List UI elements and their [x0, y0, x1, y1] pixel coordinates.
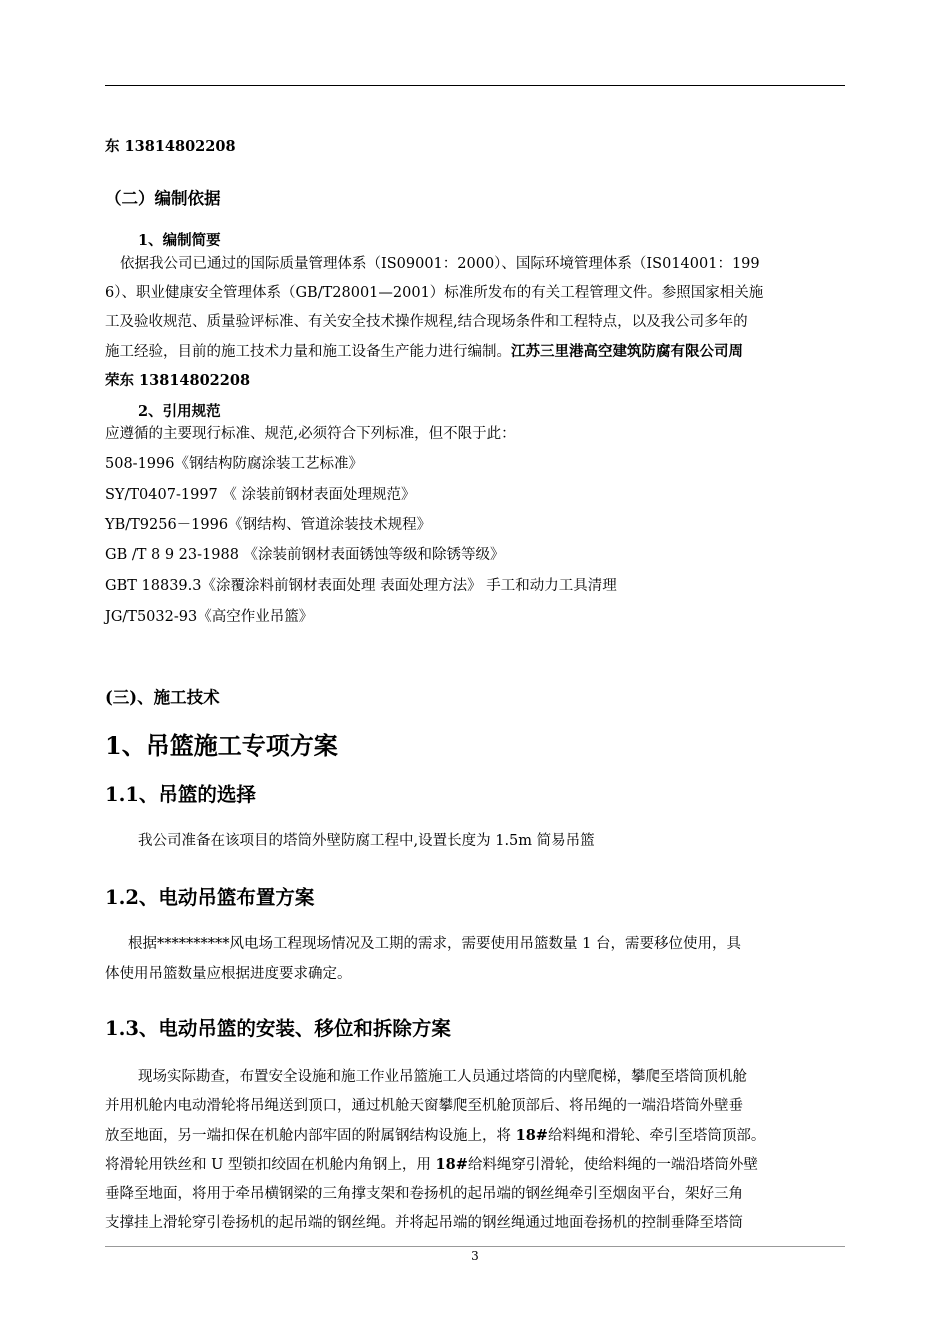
- page-number: 3: [471, 1249, 479, 1263]
- heading-1-1: 1.1、吊篮的选择: [105, 783, 256, 806]
- para1-line2: 6）、职业健康安全管理体系（GB/T28001—2001）标准所发布的有关工程管理文件。参照国家相关施: [105, 285, 764, 301]
- para1-line4: [105, 342, 743, 362]
- subsection2-title: 2、引用规范: [138, 403, 221, 420]
- contact-line: 东 13814802208: [105, 138, 236, 155]
- para1-line3: 工及验收规范、质量验评标准、有关安全技术操作规程,结合现场条件和工程特点，以及我公司多年的: [105, 314, 748, 330]
- para-1-3-line4: [105, 1155, 758, 1175]
- para-1-3-line3-b: 18#: [515, 1127, 548, 1144]
- para-1-3-line6: 支撑挂上滑轮穿引卷扬机的起吊端的钢丝绳。并将起吊端的钢丝绳通过地面卷扬机的控制垂降至塔筒: [105, 1215, 743, 1231]
- para-1-3-line5: 垂降至地面，将用于牵吊横钢梁的三角撑支架和卷扬机的起吊端的钢丝绳牵引至烟囱平台，架好三角: [105, 1186, 743, 1202]
- para-1-2-line2: 体使用吊篮数量应根据进度要求确定。: [105, 966, 352, 982]
- para-1-2-line1: 根据**********风电场工程现场情况及工期的需求，需要使用吊篮数量 1 台，需要移位使用，具: [128, 936, 741, 952]
- heading-1-3: 1.3、电动吊篮的安装、移位和拆除方案: [105, 1017, 451, 1040]
- para-1-3-line3: [105, 1126, 765, 1146]
- standard-item: GB /T 8 9 23-1988 《涂装前钢材表面锈蚀等级和除锈等级》: [105, 547, 505, 563]
- para-1-3-line2: 并用机舱内电动滑轮将吊绳送到顶口，通过机舱天窗攀爬至机舱顶部后、将吊绳的一端沿塔筒外壁垂: [105, 1098, 743, 1114]
- header-rule: [105, 85, 845, 86]
- standard-item: YB/T9256－1996《钢结构、管道涂装技术规程》: [105, 517, 432, 533]
- section3-title: (三)、施工技术: [105, 688, 220, 707]
- heading-1-2: 1.2、电动吊篮布置方案: [105, 886, 315, 909]
- standards-intro: 应遵循的主要现行标准、规范,必须符合下列标准，但不限于此：: [105, 426, 516, 442]
- para-1-3-line4-c: 给料绳穿引滑轮，使给料绳的一端沿塔筒外壁: [467, 1157, 758, 1173]
- para1-line1: 依据我公司已通过的国际质量管理体系（IS09001：2000）、国际环境管理体系（IS014001：199: [120, 256, 760, 272]
- para1-company-name: 江苏三里港高空建筑防腐有限公司周: [511, 343, 743, 360]
- para1-line4-text: 施工经验，目前的施工技术力量和施工设备生产能力进行编制。: [105, 344, 511, 360]
- standard-item: 508-1996《钢结构防腐涂装工艺标准》: [105, 456, 363, 472]
- para-1-3-line4-b: 18#: [435, 1156, 468, 1173]
- para1-line5: 荣东 13814802208: [105, 372, 251, 389]
- para-1-1: 我公司准备在该项目的塔筒外壁防腐工程中,设置长度为 1.5m 简易吊篮: [138, 833, 595, 849]
- footer-rule: [105, 1246, 845, 1247]
- section2-title: （二）编制依据: [105, 189, 221, 208]
- subsection1-title: 1、编制简要: [138, 232, 221, 249]
- standard-item: SY/T0407-1997 《 涂装前钢材表面处理规范》: [105, 487, 416, 503]
- heading-1: 1、吊篮施工专项方案: [105, 731, 338, 760]
- para-1-3-line3-a: 放至地面，另一端扣保在机舱内部牢固的附属钢结构设施上，将: [105, 1128, 516, 1144]
- para-1-3-line4-a: 将滑轮用铁丝和 U 型锁扣绞固在机舱内角钢上，用: [105, 1157, 436, 1173]
- para-1-3-line1: 现场实际勘查，布置安全设施和施工作业吊篮施工人员通过塔筒的内壁爬梯，攀爬至塔筒顶机舱: [138, 1069, 747, 1085]
- standard-item: GBT 18839.3《涂覆涂料前钢材表面处理 表面处理方法》 手工和动力工具清理: [105, 578, 617, 594]
- standard-item: JG/T5032-93《高空作业吊篮》: [105, 609, 314, 625]
- para-1-3-line3-c: 给料绳和滑轮、牵引至塔筒顶部。: [547, 1128, 766, 1144]
